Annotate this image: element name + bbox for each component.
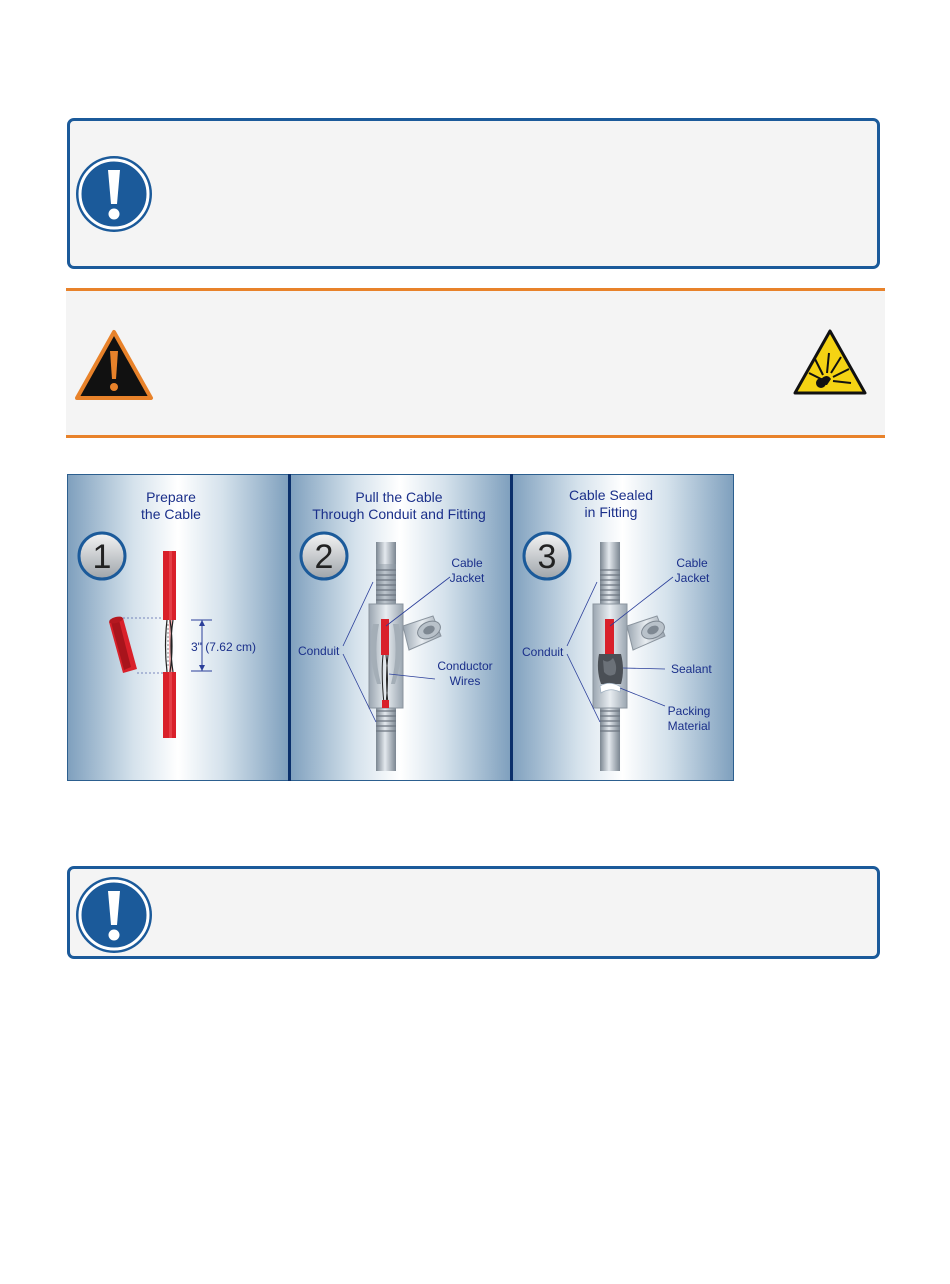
panel-3-jacket-line1: Cable	[676, 556, 708, 570]
notice-box-bottom	[67, 866, 880, 959]
warning-box	[66, 288, 885, 438]
panel-2-wires-line1: Conductor	[437, 659, 493, 673]
warning-triangle-icon	[74, 329, 154, 406]
panel-1-title-line2: the Cable	[141, 506, 201, 522]
exclamation-icon	[74, 875, 154, 960]
svg-text:3: 3	[537, 538, 557, 576]
dimension-label: 3" (7.62 cm)	[191, 640, 256, 654]
panel-2-title-line1: Pull the Cable	[355, 489, 443, 505]
panel-3-jacket-line2: Jacket	[674, 571, 710, 585]
panel-2-wires-line2: Wires	[449, 674, 481, 688]
panel-2-jacket-line2: Jacket	[449, 571, 485, 585]
panel-2-title-line2: Through Conduit and Fitting	[312, 506, 486, 522]
panel-3-sealant-label: Sealant	[671, 662, 712, 676]
step-3-badge	[524, 533, 570, 579]
panel-1-title-line1: Prepare	[146, 489, 196, 505]
explosive-hazard-icon	[793, 329, 867, 400]
panel-2-jacket-line1: Cable	[451, 556, 483, 570]
step-2-badge	[301, 533, 347, 579]
panel-2-conduit-label: Conduit	[298, 644, 340, 658]
exclamation-icon	[74, 154, 154, 239]
step-1-badge	[79, 533, 125, 579]
panel-3-title-line1: Cable Sealed	[568, 487, 654, 503]
svg-text:1: 1	[92, 538, 112, 576]
panel-3-packing-line1: Packing	[667, 704, 711, 718]
panel-3-packing-line2: Material	[667, 719, 711, 733]
cable-sealing-figure	[67, 474, 734, 781]
panel-3-conduit-label: Conduit	[522, 645, 564, 659]
notice-box-top	[67, 118, 880, 269]
panel-3-title-line2: in Fitting	[584, 504, 638, 520]
svg-text:2: 2	[314, 538, 334, 576]
